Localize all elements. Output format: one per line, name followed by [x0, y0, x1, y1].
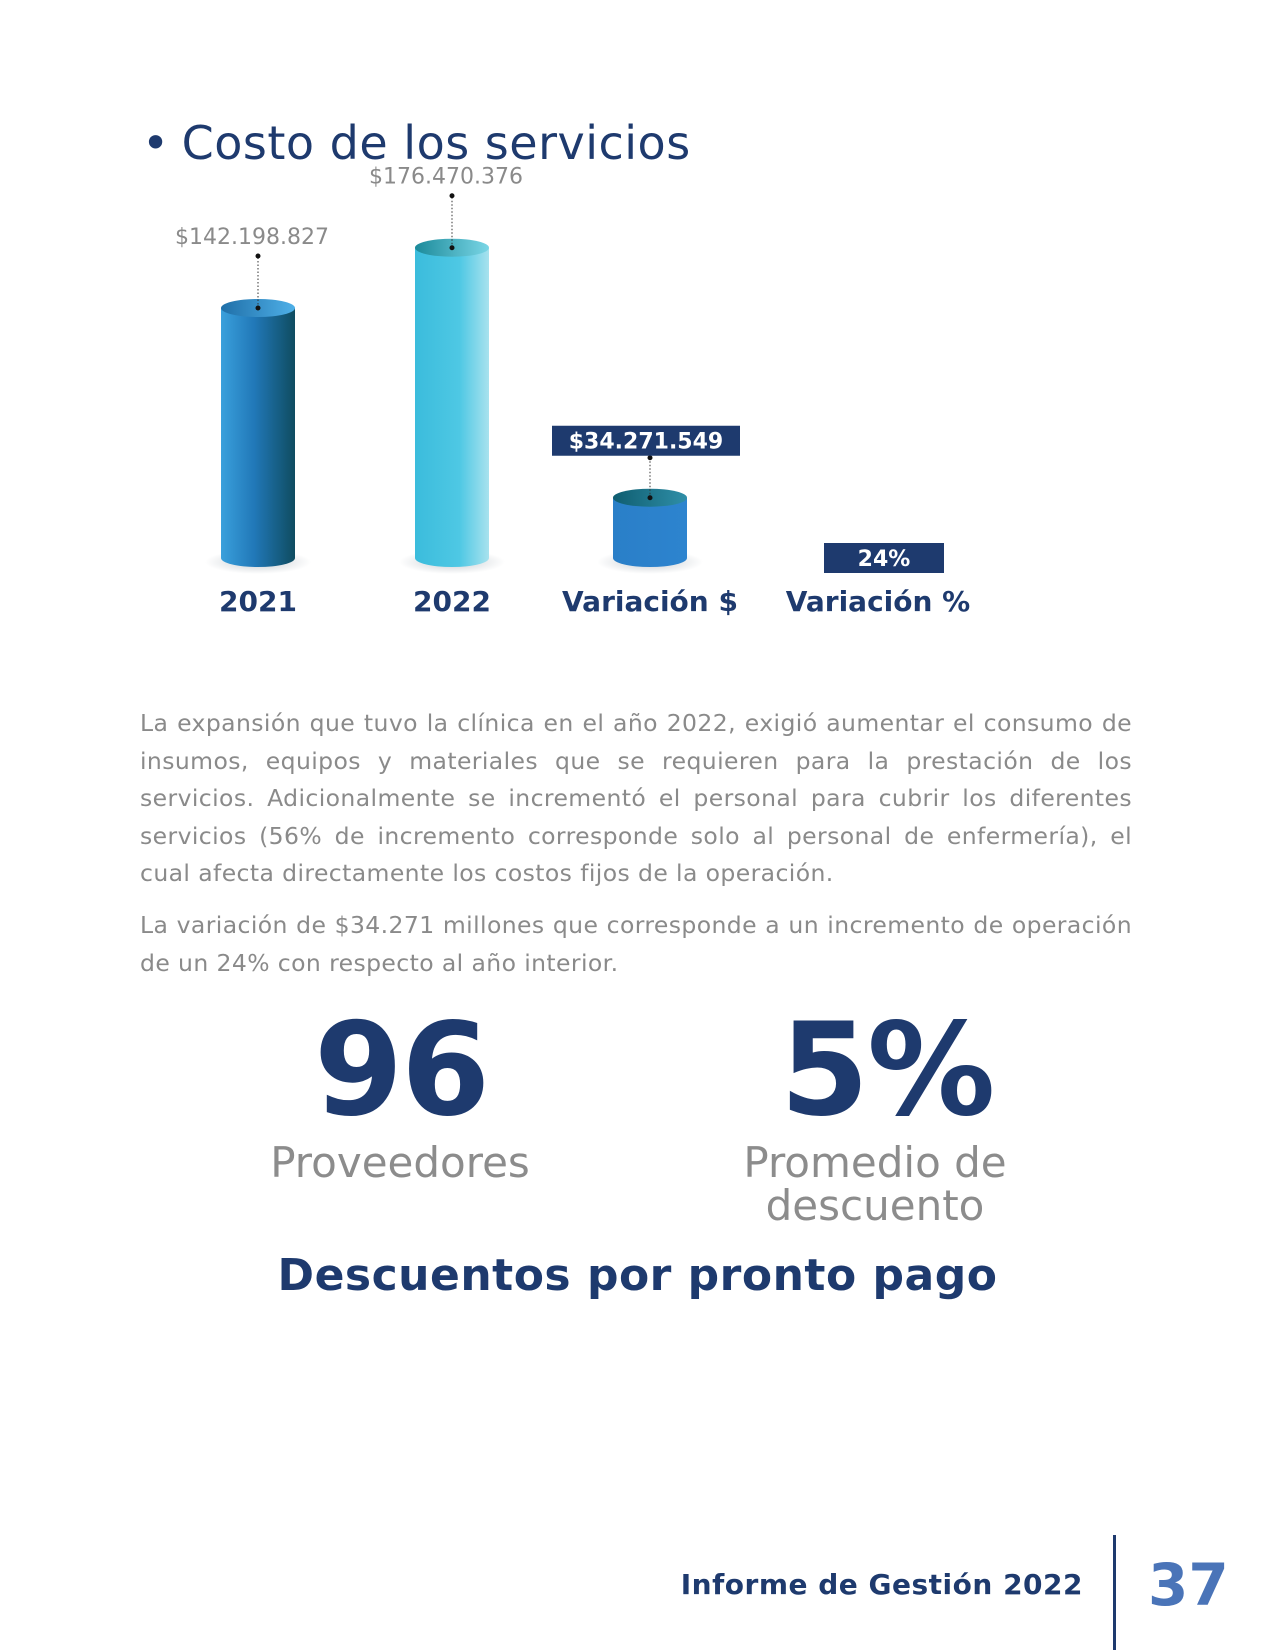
- stat-providers-value: 96: [314, 996, 489, 1145]
- bar-Variación $: [613, 498, 687, 567]
- subheading: Descuentos por pronto pago: [277, 1250, 998, 1301]
- stat-providers-label: Proveedores: [270, 1138, 530, 1187]
- section-title-text: Costo de los servicios: [181, 116, 691, 170]
- paragraph-1: La expansión que tuvo la clínica en el año 2022, exigió aumentar el consumo de insumos, equipos y materiales que se requieren para la prestación de los servicios. Adicionalmente se incrementó el personal para cubrir los diferentes servicios (56% de incremento corresponde solo al personal de enfermería), el cual afecta directamente los costos fijos de la operación.: [140, 709, 1132, 887]
- leader-dot: [256, 306, 261, 311]
- paragraph-2: La variación de $34.271 millones que corresponde a un incremento de operación de un 24% con respecto al año interior.: [140, 911, 1132, 977]
- data-label: $176.470.376: [369, 164, 523, 190]
- stat-discount-label: Promedio de descuento: [743, 1138, 1007, 1230]
- footer-title: Informe de Gestión 2022: [680, 1568, 1083, 1601]
- x-tick-label: Variación %: [785, 585, 971, 618]
- x-tick-label: 2021: [219, 585, 297, 618]
- x-tick-label: Variación $: [562, 585, 738, 618]
- page-number: 37: [1148, 1551, 1229, 1619]
- data-label: $34.271.549: [568, 429, 724, 455]
- data-label: 24%: [857, 547, 911, 572]
- bar-2022: [415, 248, 489, 567]
- stat-discount-value: 5%: [780, 996, 994, 1145]
- data-label: $142.198.827: [175, 225, 329, 250]
- x-tick-label: 2022: [413, 585, 491, 618]
- bar-2021: [221, 308, 295, 567]
- leader-dot: [256, 254, 261, 259]
- leader-dot: [648, 495, 653, 500]
- cost-chart: [0, 0, 1275, 640]
- bullet: •: [142, 116, 170, 170]
- leader-dot: [450, 245, 455, 250]
- leader-dot: [450, 193, 455, 198]
- leader-dot: [648, 455, 653, 460]
- footer-divider: [1113, 1535, 1116, 1650]
